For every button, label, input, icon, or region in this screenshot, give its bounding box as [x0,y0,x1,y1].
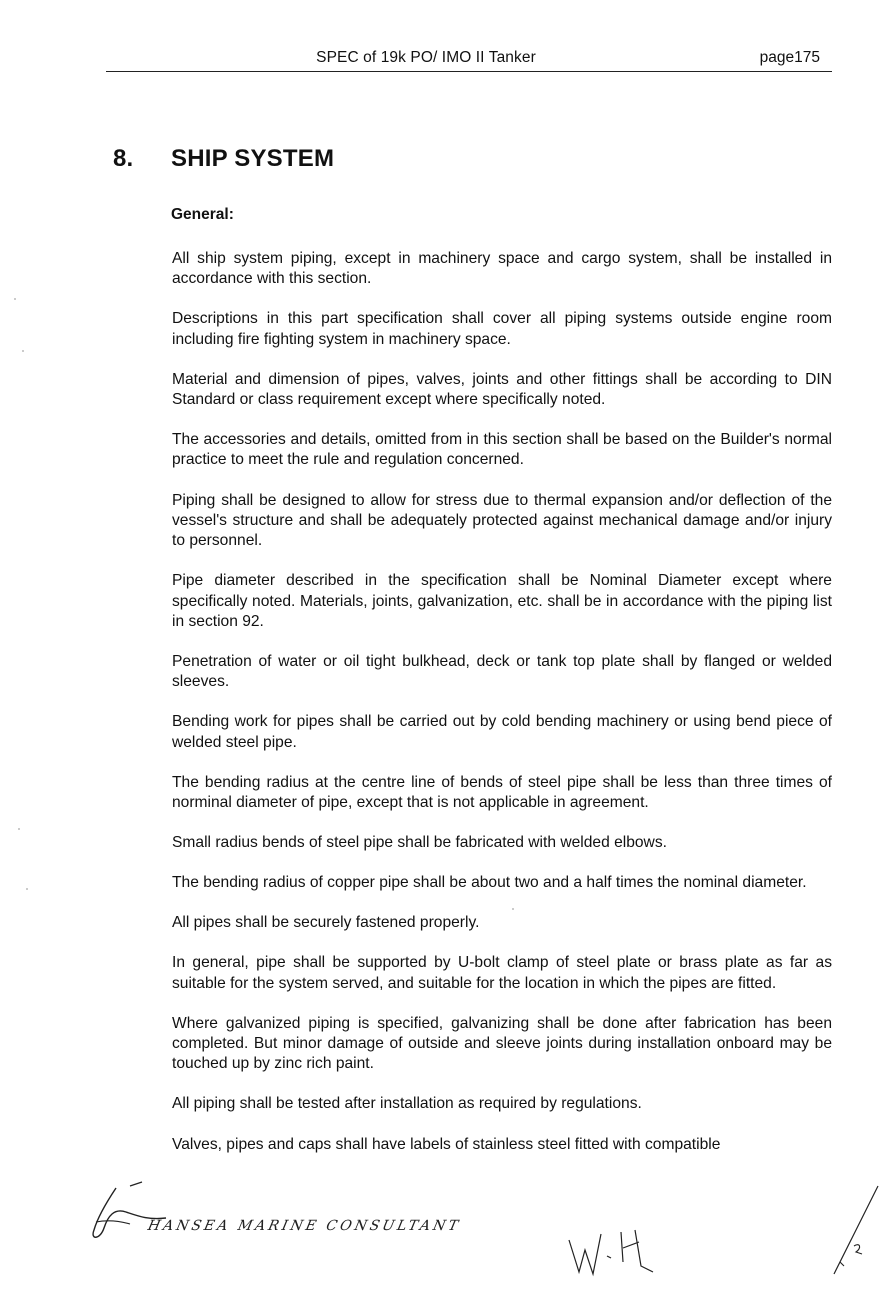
scan-speck [18,828,20,830]
signature-right [826,1180,886,1280]
paragraph: All piping shall be tested after installation as required by regulations. [172,1095,642,1113]
section-number: 8. [113,145,134,172]
paragraph: Descriptions in this part specification shall cover all piping systems outside engine room including fire fighting system in machinery space. [172,310,832,348]
scan-speck [14,298,16,300]
paragraph: Penetration of water or oil tight bulkhead, deck or tank top plate shall by flanged or welded sleeves. [172,652,832,691]
section-heading [113,145,334,173]
paragraph: The bending radius of copper pipe shall be about two and a half times the nominal diameter. [172,874,807,892]
paragraph: Bending work for pipes shall be carried out by cold bending machinery or using bend piece of welded steel pipe. [172,713,832,751]
paragraph: Small radius bends of steel pipe shall be fabricated with welded elbows. [172,834,667,852]
paragraph: All pipes shall be securely fastened properly. [172,914,480,932]
paragraph: Piping shall be designed to allow for stress due to thermal expansion and/or deflection of the vessel's structure and shall be adequately protected against mechanical damage and/or injury to personnel. [172,491,832,550]
scan-speck [512,908,514,910]
body-text [172,249,832,1175]
footer-company-name: HANSEA MARINE CONSULTANT [146,1218,463,1234]
subheading-general: General: [171,206,234,223]
initials-mark [565,1222,665,1282]
paragraph: All ship system piping, except in machinery space and cargo system, shall be installed in accordance with this section. [172,250,832,288]
scan-speck [26,888,28,890]
paragraph: Material and dimension of pipes, valves, joints and other fittings shall be according to DIN Standard or class requirement except where specifically noted. [172,370,832,409]
paragraph: In general, pipe shall be supported by U-bolt clamp of steel plate or brass plate as far as suitable for the system served, and suitable for the location in which the pipes are fitted. [172,954,832,992]
page-number: page175 [759,49,820,66]
document-title: SPEC of 19k PO/ IMO II Tanker [316,49,536,66]
paragraph: The bending radius at the centre line of bends of steel pipe shall be less than three times of norminal diameter of pipe, except that is not applicable in agreement. [172,773,832,812]
scan-speck [22,350,24,352]
signature-left [86,1178,176,1250]
paragraph: Where galvanized piping is specified, galvanizing shall be done after fabrication has been completed. But minor damage of outside and sleeve joints during installation onboard may be touched up by zinc rich paint. [172,1014,832,1073]
section-title: SHIP SYSTEM [171,145,335,172]
page-header [106,49,832,72]
paragraph: Valves, pipes and caps shall have labels of stainless steel fitted with compatible [172,1135,721,1153]
paragraph: The accessories and details, omitted from in this section shall be based on the Builder's normal practice to meet the rule and regulation concerned. [172,431,832,469]
paragraph: Pipe diameter described in the specification shall be Nominal Diameter except where specifically noted. Materials, joints, galvanization, etc. shall be in accordance with the piping list in section 92. [172,572,832,630]
